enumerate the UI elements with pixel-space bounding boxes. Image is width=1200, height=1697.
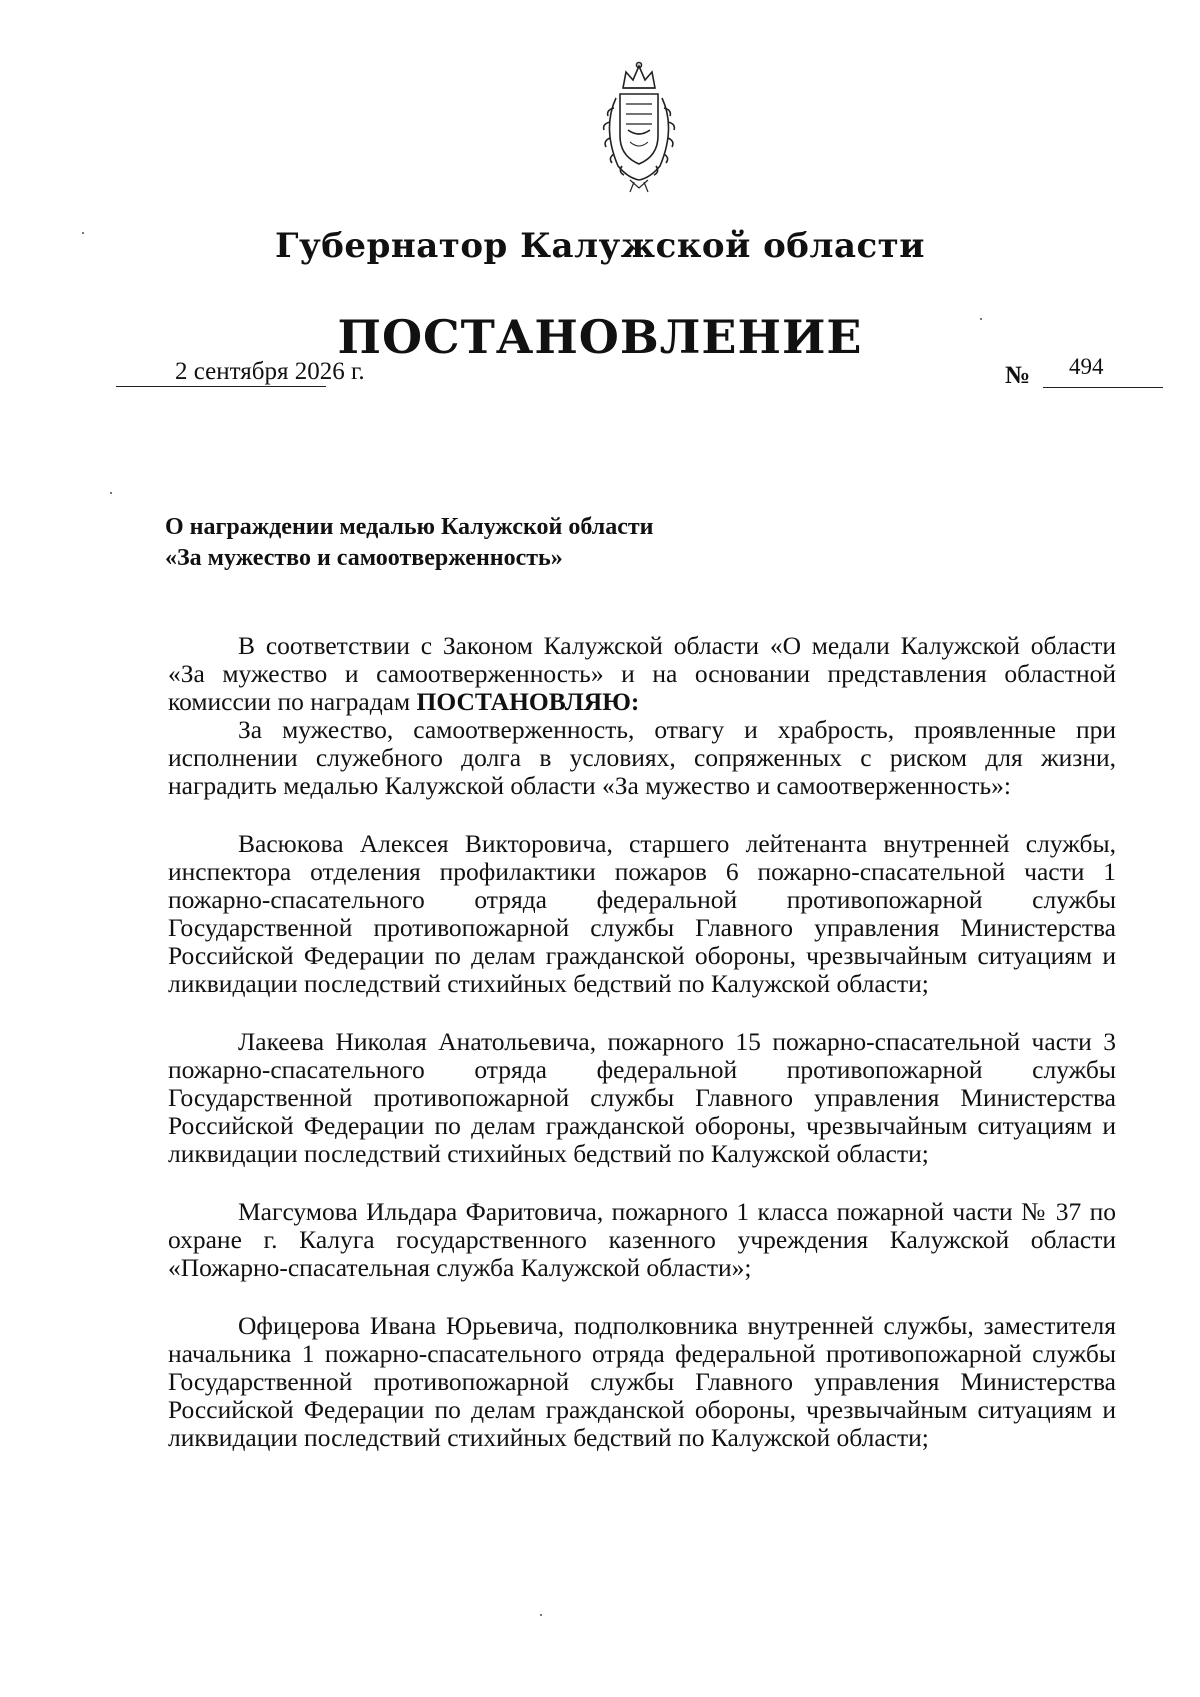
awardee-paragraph: Магсумова Ильдара Фаритовича, пожарного 1 класса пожарной части № 37 по охране г. Калуга государственного казенного учреждения Калужской области «Пожарно-спасательная служба Калужской области»; <box>168 1197 1116 1282</box>
number-label: № <box>1005 362 1031 389</box>
scan-speck <box>540 1614 542 1616</box>
document-body <box>168 632 1116 1452</box>
scan-speck <box>980 318 982 320</box>
subject-line-2: «За мужество и самоотверженность» <box>165 545 563 571</box>
preamble-text: В соответствии с Законом Калужской области «О медали Калужской области «За мужество и самоотверженность» и на основании представления областной комиссии по наградам <box>168 631 1116 716</box>
preamble-paragraph <box>168 632 1116 716</box>
decree-word: ПОСТАНОВЛЯЮ: <box>416 687 640 716</box>
awardee-paragraph: Офицерова Ивана Юрьевича, подполковника внутренней службы, заместителя начальника 1 пожарно-спасательного отряда федеральной противопожарной службы Государственной противопожарной службы Главного управления Министерства Российской Федерации по делам гражданской обороны, чрезвычайным ситуациям и ликвидации последствий стихийных бедствий по Калужской области; <box>168 1311 1116 1452</box>
awardee-paragraph: Лакеева Николая Анатольевича, пожарного 15 пожарно-спасательной части 3 пожарно-спасательного отряда федеральной противопожарной службы Государственной противопожарной службы Главного управления Министерства Российской Федерации по делам гражданской обороны, чрезвычайным ситуациям и ликвидации последствий стихийных бедствий по Калужской области; <box>168 1027 1116 1168</box>
coat-of-arms-icon <box>590 58 688 194</box>
resolution-paragraph: За мужество, самоотверженность, отвагу и храбрость, проявленные при исполнении служебного долга в условиях, сопряженных с риском для жизни, наградить медалью Калужской области «За мужество и самоотверженность»: <box>168 715 1116 800</box>
document-type-title: ПОСТАНОВЛЕНИЕ <box>337 310 863 364</box>
scan-speck <box>82 232 84 234</box>
subject-line-1: О награждении медалью Калужской области <box>165 514 654 540</box>
awardee-paragraph: Васюкова Алексея Викторовича, старшего лейтенанта внутренней службы, инспектора отделения профилактики пожаров 6 пожарно-спасательной части 1 пожарно-спасательного отряда федеральной противопожарной службы Государственной противопожарной службы Главного управления Министерства Российской Федерации по делам гражданской обороны, чрезвычайным ситуациям и ликвидации последствий стихийных бедствий по Калужской области; <box>168 829 1116 998</box>
subject-heading <box>165 512 865 574</box>
scan-speck <box>110 492 112 494</box>
document-number: 494 <box>1069 354 1104 379</box>
document-date: 2 сентября 2026 г. <box>175 358 365 385</box>
issuing-authority: Губернатор Калужской области <box>275 226 925 266</box>
